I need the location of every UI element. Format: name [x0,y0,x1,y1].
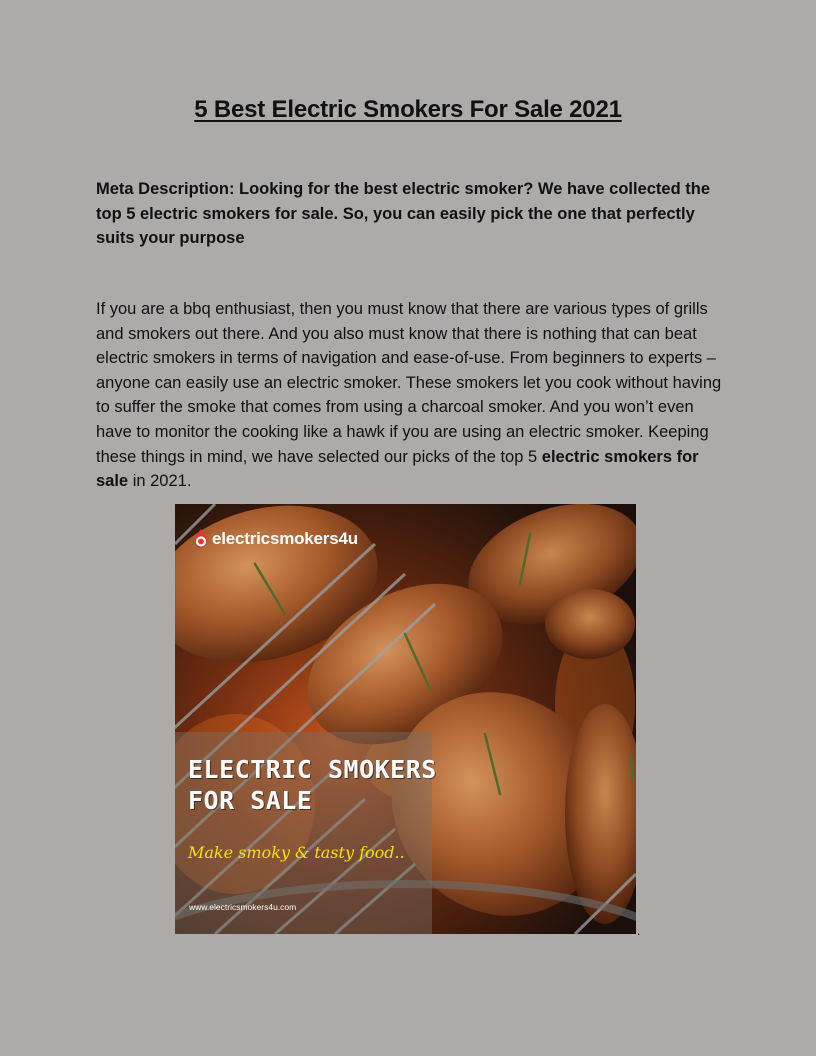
trailing-mark: . [637,924,641,938]
headline-line-2: FOR SALE [188,786,313,815]
page-title: 5 Best Electric Smokers For Sale 2021 [194,96,622,123]
brand-logo [192,528,358,550]
intro-text-after: in 2021. [128,472,192,491]
headline-line-1: ELECTRIC SMOKERS [188,755,437,784]
intro-text-before: If you are a bbq enthusiast, then you must know that there are various types of grills and smokers out there. And you also must know that there is nothing that can beat electric smokers in terms of navigation and ease-of-use. From beginners to experts – anyone can easily use an electric smoker. These smokers let you cook without having to suffer the smoke that comes from using a charcoal smoker. And you won’t even have to monitor the cooking like a hawk if you are using an electric smoker. Keeping these things in mind, we have selected our picks of the top 5 [96,300,722,466]
hero-image [175,504,636,934]
logo-text: electricsmokers4u [212,529,358,548]
intro-bold-phrase: electric smokers for sale [96,447,699,491]
hero-url: www.electricsmokers4u.com [189,902,297,912]
meta-description: Meta Description: Looking for the best electric smoker? We have collected the top 5 electric smokers for sale. So, you can easily pick the one that perfectly suits your purpose [96,180,711,248]
flame-logo-icon [192,528,210,550]
hero-tagline: Make smoky & tasty food.. [188,843,405,862]
hero-headline [188,754,437,816]
intro-paragraph [96,297,726,494]
